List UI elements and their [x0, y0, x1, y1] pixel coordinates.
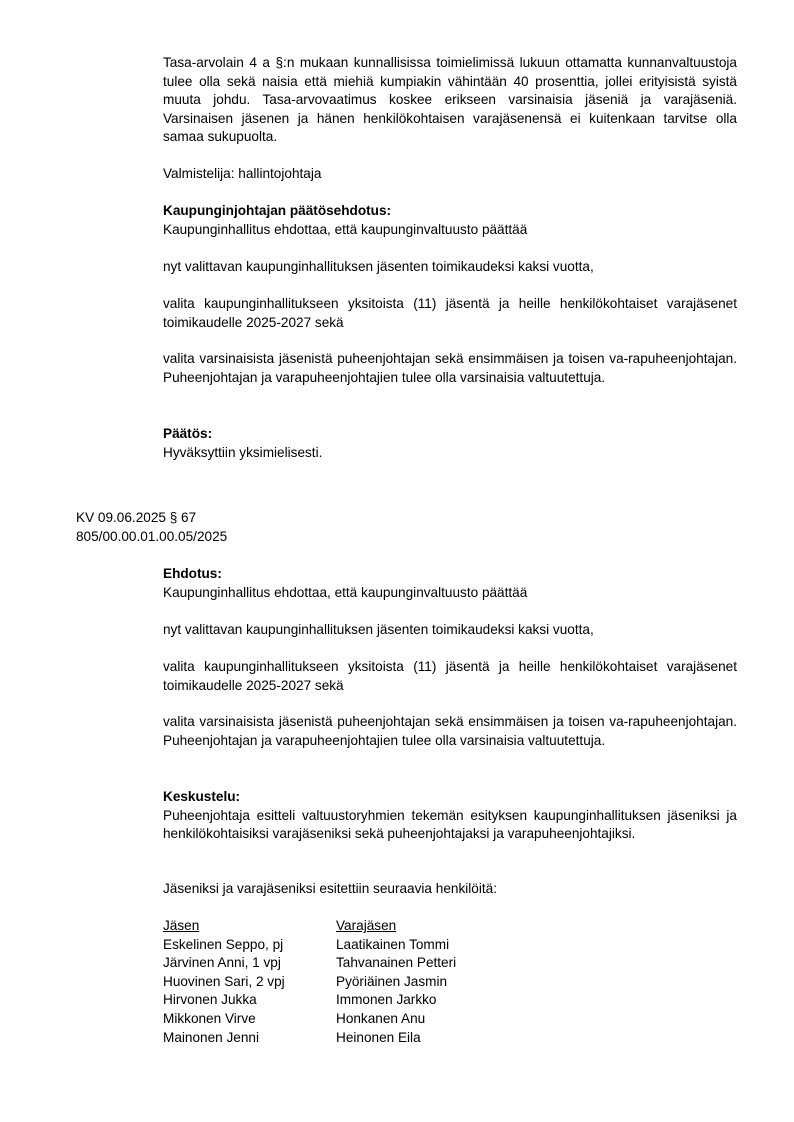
members-table-header — [163, 917, 737, 936]
proposed-persons-line — [163, 880, 737, 899]
mayor-proposal-heading: Kaupunginjohtajan päätösehdotus: — [163, 203, 392, 218]
discussion-section — [163, 788, 737, 844]
meeting-reference — [76, 509, 376, 546]
intro-section — [163, 54, 737, 147]
mayor-proposal-lead: Kaupunginhallitus ehdottaa, että kaupunginvaltuusto päättää — [163, 221, 528, 237]
mayor-proposal-item-3 — [163, 350, 737, 387]
decision-heading: Päätös: — [163, 426, 213, 441]
proposal-lead: Kaupunginhallitus ehdottaa, että kaupunginvaltuusto päättää — [163, 584, 528, 600]
decision-section — [163, 425, 737, 462]
proposal-item-1 — [163, 621, 737, 640]
member-column-header: Jäsen — [163, 918, 200, 933]
mayor-proposal-section — [163, 202, 737, 239]
deputy-column-header: Varajäsen — [336, 918, 397, 933]
mayor-proposal-item-2-text: valita kaupunginhallitukseen yksitoista (11) jäsentä ja heille henkilökohtaiset varajäsenet toimikaudelle 2025-2027 sekä — [163, 296, 737, 330]
table-row — [163, 973, 737, 992]
deputy-name: Honkanen Anu — [336, 1010, 426, 1026]
table-row — [163, 1029, 737, 1048]
proposal-item-2 — [163, 658, 737, 695]
preparer-line: Valmistelija: hallintojohtaja — [163, 166, 322, 181]
proposed-persons-text: Jäseniksi ja varajäseniksi esitettiin seuraavia henkilöitä: — [163, 881, 497, 896]
proposal-item-2-text: valita kaupunginhallitukseen yksitoista (11) jäsentä ja heille henkilökohtaiset varajäsenet toimikaudelle 2025-2027 sekä — [163, 659, 737, 693]
mayor-proposal-item-1 — [163, 258, 737, 277]
member-name: Huovinen Sari, 2 vpj — [163, 973, 285, 989]
proposal-section — [163, 565, 737, 602]
proposal-item-3 — [163, 713, 737, 750]
discussion-heading: Keskustelu: — [163, 789, 241, 804]
member-name: Eskelinen Seppo, pj — [163, 936, 284, 952]
mayor-proposal-item-1-text: nyt valittavan kaupunginhallituksen jäsenten toimikaudeksi kaksi vuotta, — [163, 259, 594, 274]
members-table — [163, 917, 737, 1047]
deputy-name: Laatikainen Tommi — [336, 936, 450, 952]
table-row — [163, 954, 737, 973]
decision-text: Hyväksyttiin yksimielisesti. — [163, 444, 323, 460]
discussion-text: Puheenjohtaja esitteli valtuustoryhmien tekemän esityksen kaupunginhallituksen jäseniksi ja henkilökohtaisiksi varajäseniksi sekä puheenjohtajaksi ja varapuheenjohtajiksi. — [163, 807, 737, 842]
proposal-heading: Ehdotus: — [163, 566, 222, 581]
deputy-name: Heinonen Eila — [336, 1029, 421, 1045]
table-row — [163, 936, 737, 955]
meeting-reference-line-2: 805/00.00.01.00.05/2025 — [76, 528, 228, 544]
table-row — [163, 991, 737, 1010]
mayor-proposal-item-3-text: valita varsinaisista jäsenistä puheenjohtajan sekä ensimmäisen ja toisen va-rapuheenjohtajan. Puheenjohtajan ja varapuheenjohtajien tulee olla varsinaisia valtuutettuja. — [163, 351, 737, 385]
table-row — [163, 1010, 737, 1029]
deputy-name: Tahvanainen Petteri — [336, 955, 457, 971]
mayor-proposal-item-2 — [163, 295, 737, 332]
deputy-name: Pyöriäinen Jasmin — [336, 973, 448, 989]
member-name: Hirvonen Jukka — [163, 992, 257, 1008]
preparer-section — [163, 165, 737, 184]
member-name: Mainonen Jenni — [163, 1029, 259, 1045]
intro-paragraph: Tasa-arvolain 4 a §:n mukaan kunnallisissa toimielimissä lukuun ottamatta kunnanvaltuustoja tulee olla sekä naisia että miehiä kumpiakin vähintään 40 prosenttia, jollei erityisistä syistä muuta johdu. Tasa-arvovaatimus koskee erikseen varsinaisia jäseniä ja varajäseniä. Varsinaisen jäsenen ja hänen henkilökohtaisen varajäsenensä ei kuitenkaan tarvitse olla samaa sukupuolta. — [163, 55, 737, 145]
deputy-name: Immonen Jarkko — [336, 992, 437, 1008]
meeting-reference-line-1: KV 09.06.2025 § 67 — [76, 510, 197, 525]
member-name: Mikkonen Virve — [163, 1010, 256, 1026]
member-name: Järvinen Anni, 1 vpj — [163, 955, 281, 971]
proposal-item-1-text: nyt valittavan kaupunginhallituksen jäsenten toimikaudeksi kaksi vuotta, — [163, 622, 594, 637]
proposal-item-3-text: valita varsinaisista jäsenistä puheenjohtajan sekä ensimmäisen ja toisen va-rapuheenjohtajan. Puheenjohtajan ja varapuheenjohtajien tulee olla varsinaisia valtuutettuja. — [163, 714, 737, 748]
